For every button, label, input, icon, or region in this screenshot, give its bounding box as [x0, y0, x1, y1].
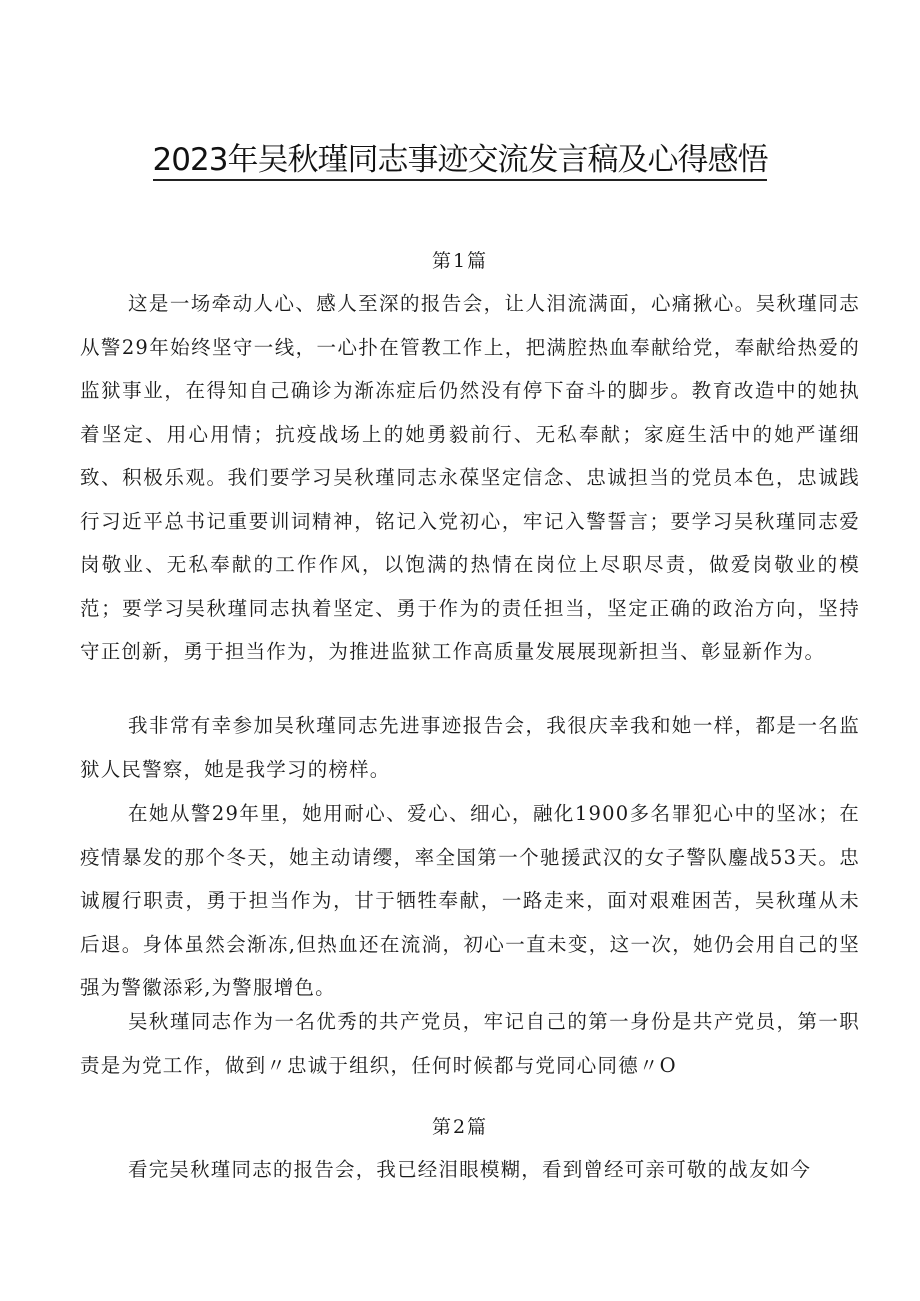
document-title: [0, 140, 920, 180]
paragraph: 在她从警29年里，她用耐心、爱心、细心，融化1900多名罪犯心中的坚冰；在疫情暴发的那个冬天，她主动请缨，率全国第一个驰援武汉的女子警队鏖战53天。忠诚履行职责，勇于担当作为，甘于牺牲奉献，一路走来，面对艰难困苦，吴秋瑾从未后退。身体虽然会渐冻,但热血还在流淌，初心一直未变，这一次，她仍会用自己的坚强为警徽添彩,为警服增色。: [80, 802, 860, 999]
section-heading-2: 第2篇: [431, 1116, 489, 1138]
paragraph: 吴秋瑾同志作为一名优秀的共产党员，牢记自己的第一身份是共产党员，第一职责是为党工作，做到〃忠诚于组织，任何时候都与党同心同德〃O: [80, 1010, 860, 1077]
paragraph: 这是一场牵动人心、感人至深的报告会，让人泪流满面，心痛揪心。吴秋瑾同志从警29年始终坚守一线，一心扑在管教工作上，把满腔热血奉献给党，奉献给热爱的监狱事业，在得知自己确诊为渐冻症后仍然没有停下奋斗的脚步。教育改造中的她执着坚定、用心用情；抗疫战场上的她勇毅前行、无私奉献；家庭生活中的她严谨细致、积极乐观。我们要学习吴秋瑾同志永葆坚定信念、忠诚担当的党员本色，忠诚践行习近平总书记重要训词精神，铭记入党初心，牢记入警誓言；要学习吴秋瑾同志爱岗敬业、无私奉献的工作作风，以饱满的热情在岗位上尽职尽责，做爱岗敬业的模范；要学习吴秋瑾同志执着坚定、勇于作为的责任担当，坚定正确的政治方向，坚持守正创新，勇于担当作为，为推进监狱工作高质量发展展现新担当、彰显新作为。: [80, 292, 860, 663]
paragraph: 看完吴秋瑾同志的报告会，我已经泪眼模糊，看到曾经可亲可敬的战友如今: [128, 1158, 812, 1181]
document-title-text: 2023年吴秋瑾同志事迹交流发言稿及心得感悟: [153, 142, 768, 181]
section-heading-1: 第1篇: [431, 250, 489, 272]
paragraph: 我非常有幸参加吴秋瑾同志先进事迹报告会，我很庆幸我和她一样，都是一名监狱人民警察，她是我学习的榜样。: [80, 714, 860, 781]
